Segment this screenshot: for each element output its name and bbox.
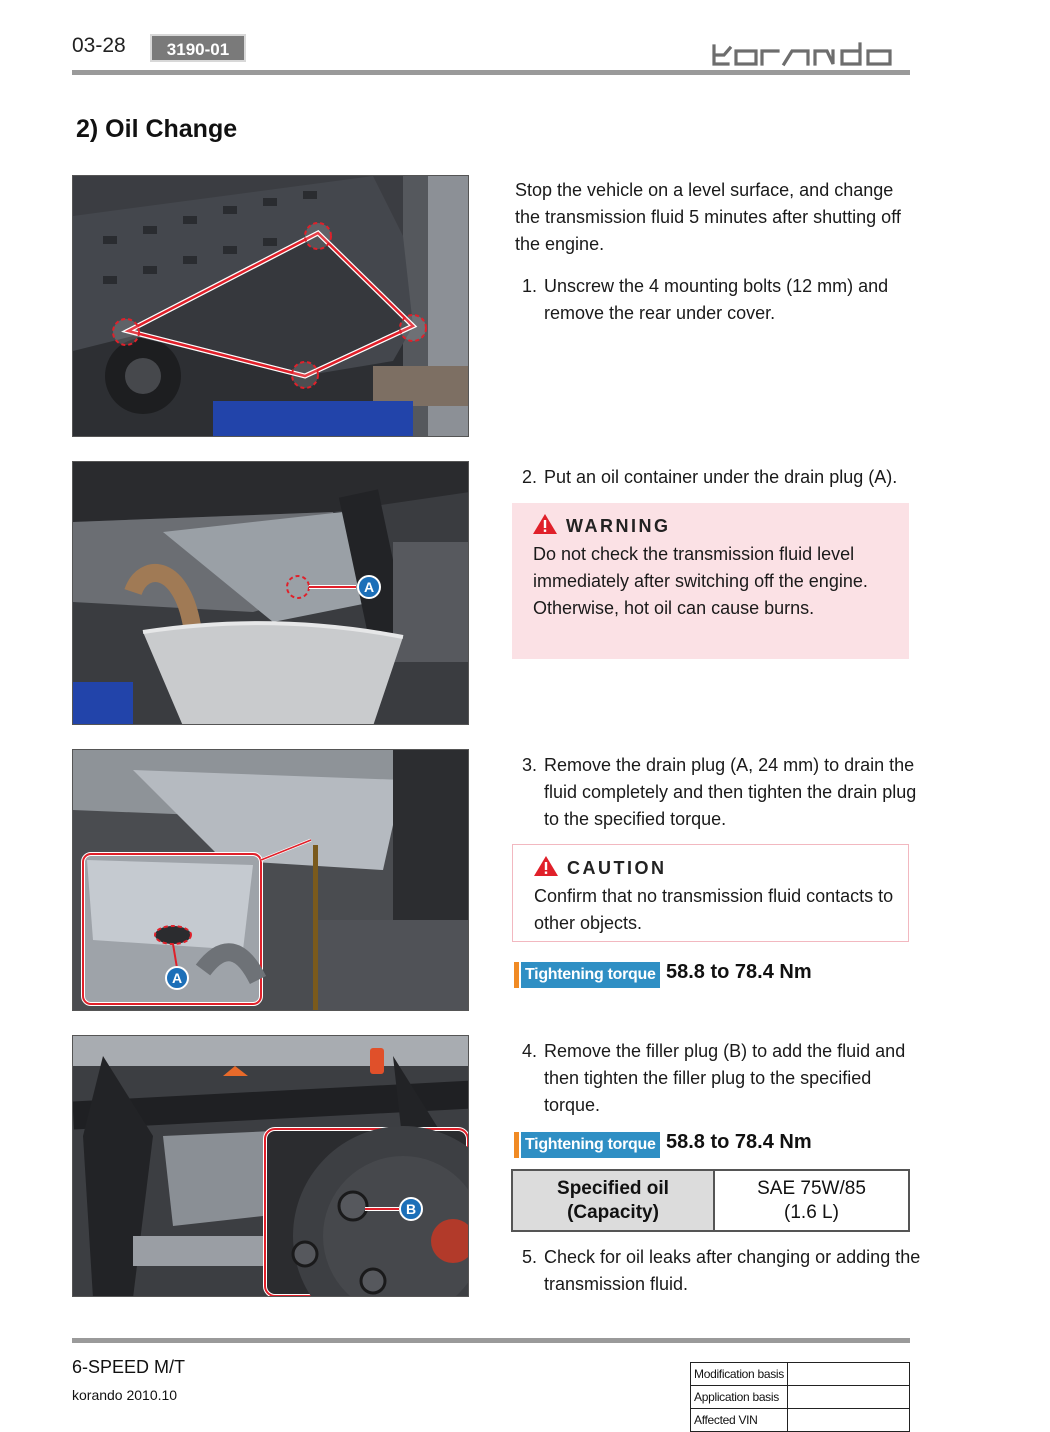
spec-value-cell bbox=[714, 1170, 909, 1231]
step-2 bbox=[522, 464, 927, 491]
warning-icon bbox=[532, 513, 558, 540]
caution-heading bbox=[533, 855, 667, 882]
footer-edition: korando 2010.10 bbox=[72, 1387, 178, 1403]
photo-label-a: A bbox=[171, 970, 183, 986]
photo-oil-container bbox=[72, 461, 469, 725]
modification-value bbox=[788, 1363, 910, 1386]
section-code-badge: 3190-01 bbox=[150, 34, 246, 62]
table-row bbox=[691, 1409, 910, 1432]
section-title: 2) Oil Change bbox=[76, 115, 238, 143]
spec-value-line1: SAE 75W/85 bbox=[757, 1177, 866, 1199]
affected-vin-key: Affected VIN bbox=[691, 1409, 788, 1432]
torque-value: 58.8 to 78.4 Nm bbox=[666, 1131, 812, 1153]
table-row bbox=[691, 1363, 910, 1386]
step-number: 1. bbox=[522, 276, 538, 296]
modification-key: Modification basis bbox=[691, 1363, 788, 1386]
torque-accent-bar bbox=[514, 1132, 519, 1158]
table-row bbox=[691, 1386, 910, 1409]
step-4 bbox=[522, 1038, 927, 1119]
modification-table bbox=[690, 1362, 910, 1432]
caution-box bbox=[512, 844, 909, 942]
photo-filler-plug bbox=[72, 1035, 469, 1297]
spec-value-line2: (1.6 L) bbox=[784, 1201, 839, 1223]
application-key: Application basis bbox=[691, 1386, 788, 1409]
step-number: 5. bbox=[522, 1247, 538, 1267]
step-5 bbox=[522, 1244, 927, 1298]
caution-text: Confirm that no transmission fluid contacts to other objects. bbox=[534, 886, 894, 933]
torque-accent-bar bbox=[514, 962, 519, 988]
intro-text: Stop the vehicle on a level surface, and change the transmission fluid 5 minutes after shutting off the engine. bbox=[515, 180, 901, 254]
spec-key-line2: (Capacity) bbox=[567, 1201, 659, 1223]
step-number: 3. bbox=[522, 755, 538, 775]
header-rule bbox=[72, 70, 910, 75]
warning-box bbox=[512, 503, 909, 659]
photo-label-a: A bbox=[363, 579, 375, 595]
step-1 bbox=[522, 273, 927, 327]
torque-label: Tightening torque bbox=[521, 962, 660, 988]
warning-label: WARNING bbox=[566, 516, 671, 536]
step-number: 2. bbox=[522, 467, 538, 487]
step-text: Put an oil container under the drain plug (A). bbox=[544, 467, 898, 487]
spec-key-cell bbox=[512, 1170, 714, 1231]
spec-key-line1: Specified oil bbox=[557, 1177, 669, 1199]
step-3 bbox=[522, 752, 927, 833]
footer-title: 6-SPEED M/T bbox=[72, 1357, 186, 1377]
step-text: Remove the filler plug (B) to add the fluid and then tighten the filler plug to the specified torque. bbox=[544, 1041, 906, 1115]
caution-icon bbox=[533, 855, 559, 882]
step-text: Unscrew the 4 mounting bolts (12 mm) and remove the rear under cover. bbox=[544, 276, 889, 323]
affected-vin-value bbox=[788, 1409, 910, 1432]
footer-rule bbox=[72, 1338, 910, 1343]
photo-drain-plug bbox=[72, 749, 469, 1011]
torque-label: Tightening torque bbox=[521, 1132, 660, 1158]
brand-logo bbox=[712, 42, 912, 68]
warning-text: Do not check the transmission fluid level immediately after switching off the engine. Otherwise, hot oil can cause burns. bbox=[533, 544, 868, 618]
warning-heading bbox=[532, 513, 671, 540]
torque-value: 58.8 to 78.4 Nm bbox=[666, 961, 812, 983]
page-number: 03-28 bbox=[72, 34, 126, 57]
photo-rear-under-cover bbox=[72, 175, 469, 437]
caution-label: CAUTION bbox=[567, 858, 667, 878]
step-text: Check for oil leaks after changing or adding the transmission fluid. bbox=[544, 1247, 921, 1294]
application-value bbox=[788, 1386, 910, 1409]
specified-oil-table bbox=[511, 1169, 910, 1232]
photo-label-b: B bbox=[405, 1201, 417, 1217]
step-number: 4. bbox=[522, 1041, 538, 1061]
step-text: Remove the drain plug (A, 24 mm) to drain the fluid completely and then tighten the drain plug to the specified torque. bbox=[544, 755, 917, 829]
